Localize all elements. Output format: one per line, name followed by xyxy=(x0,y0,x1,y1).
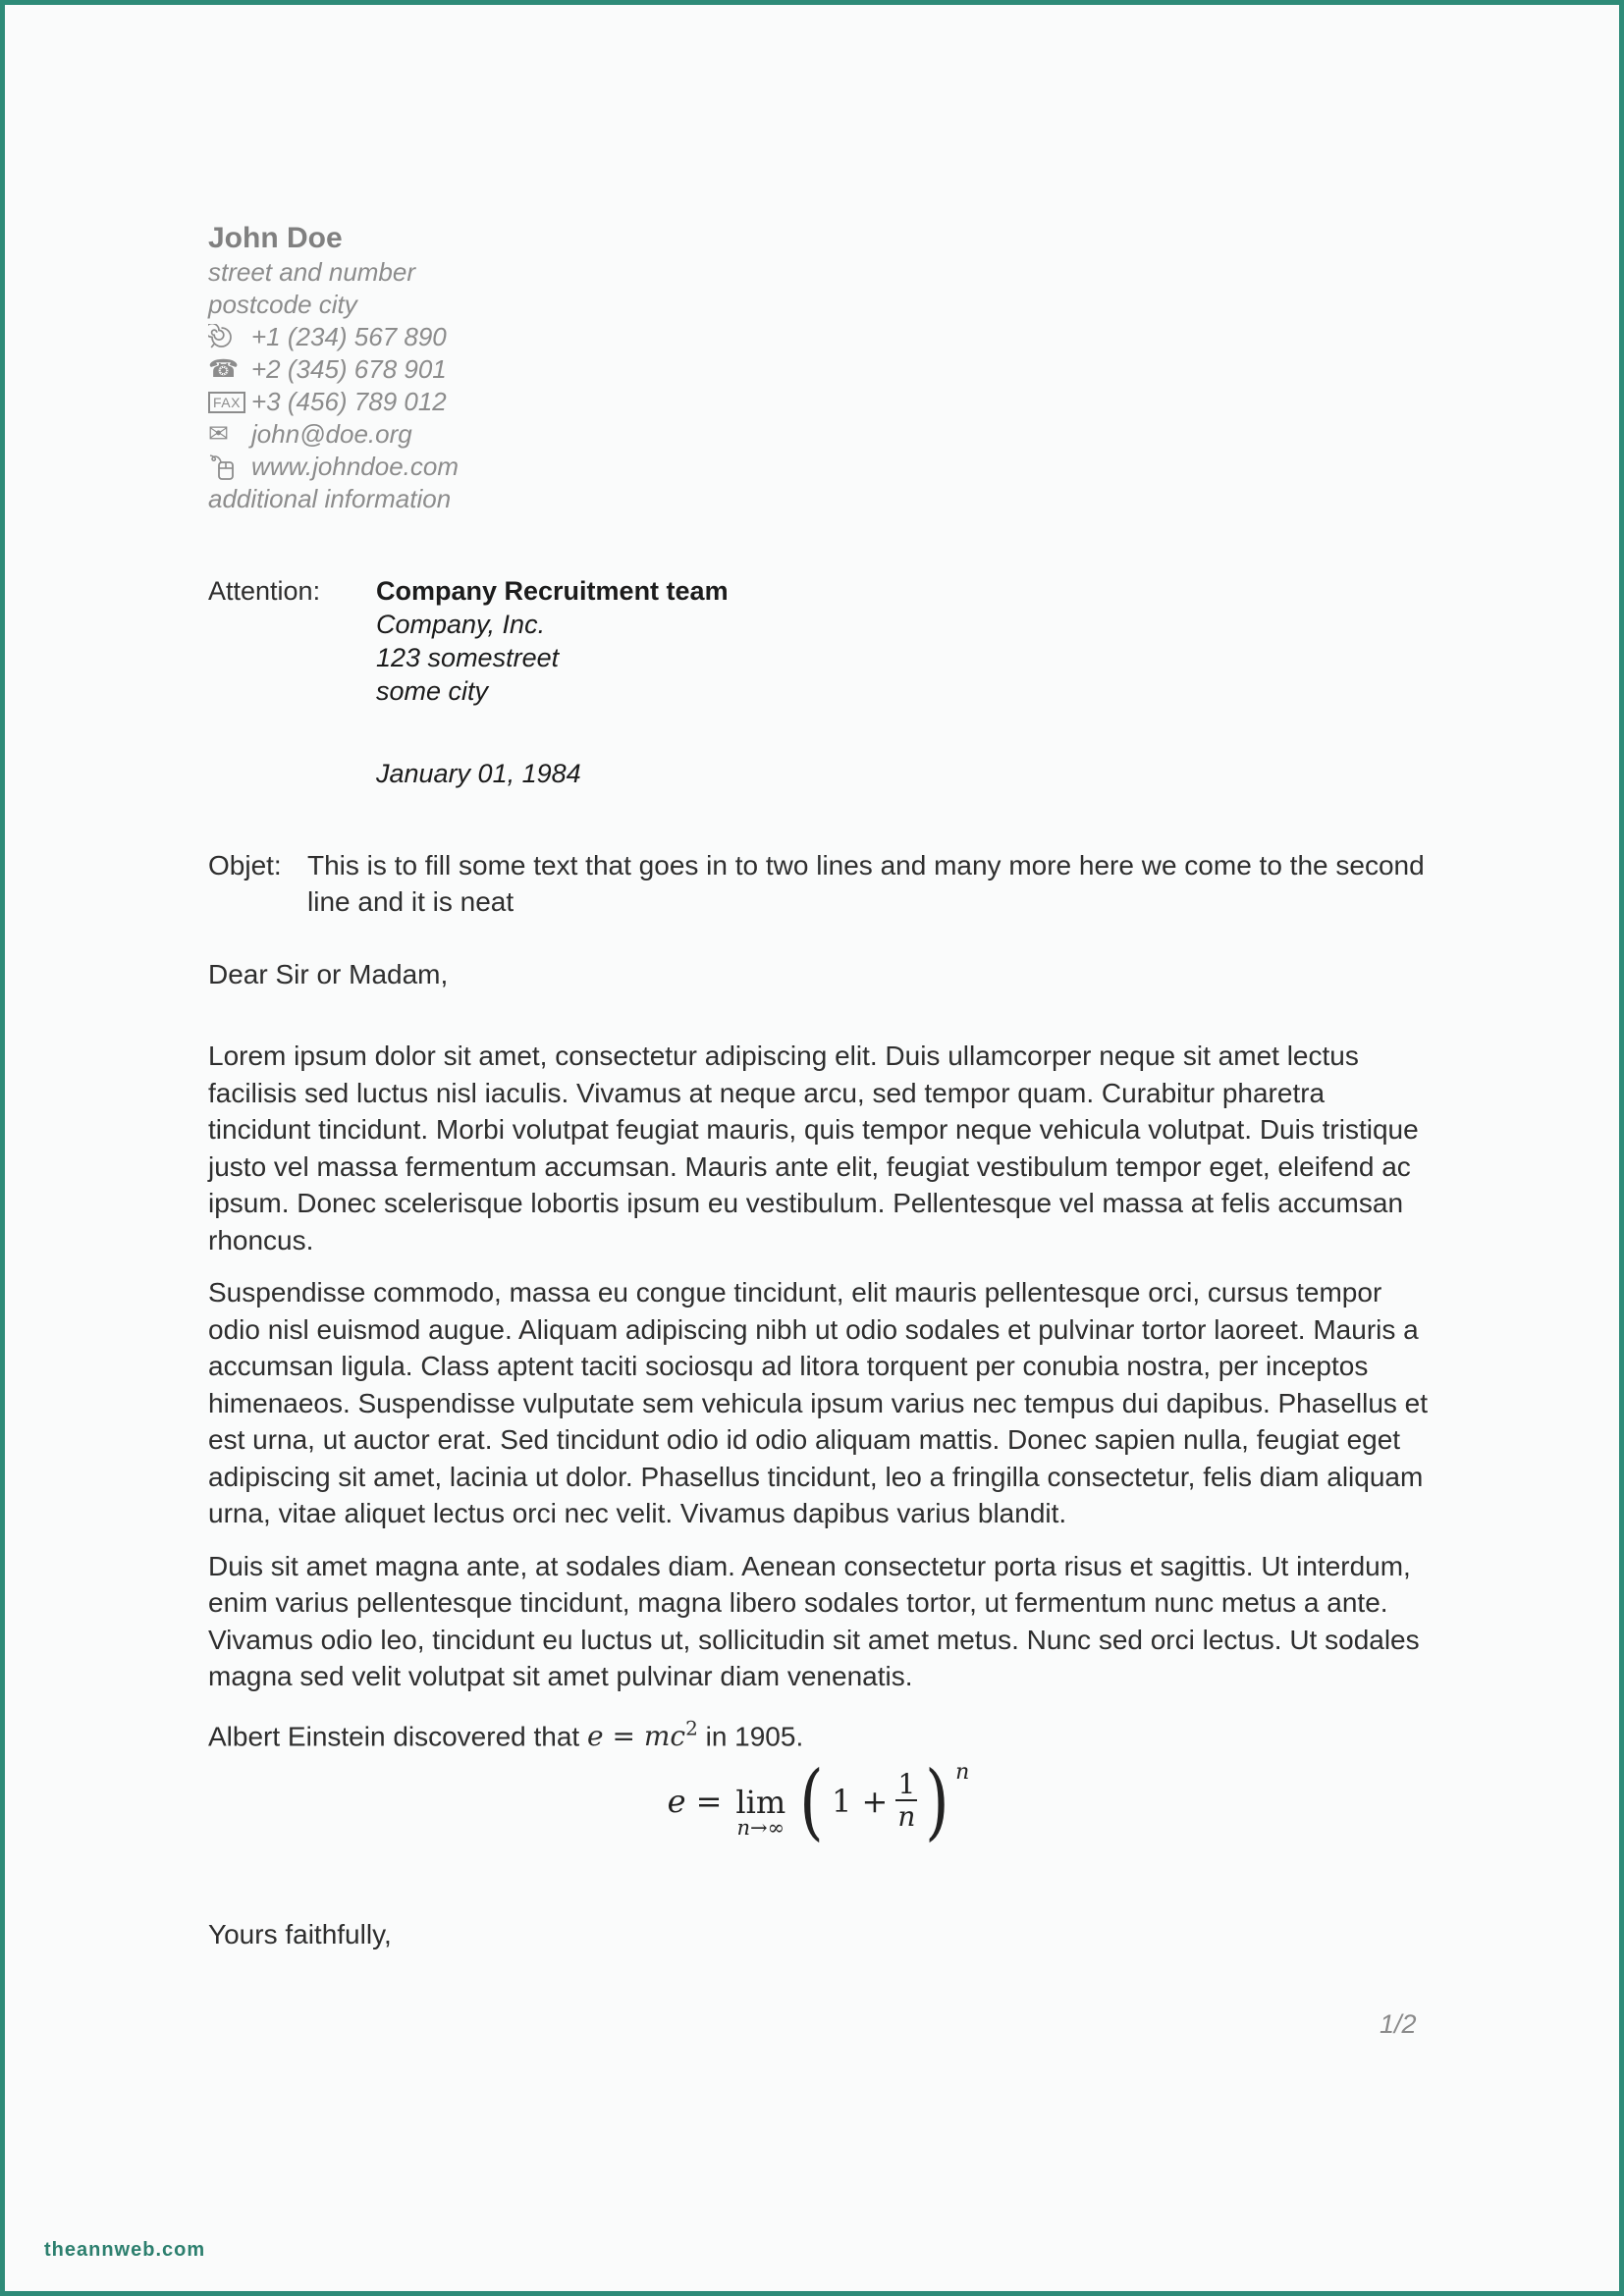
email-address: john@doe.org xyxy=(251,419,412,449)
recipient-team: Company Recruitment team xyxy=(376,576,729,606)
sender-city: postcode city xyxy=(208,290,357,319)
mobile-number: +1 (234) 567 890 xyxy=(251,322,447,351)
equation-equals: = xyxy=(695,1782,723,1820)
body-paragraph-3: Duis sit amet magna ante, at sodales diam. Aenean consectetur porta risus et sagittis. Ut interdum, enim varius pellentesque tincidunt, magna libero sodales tortor, ut fermentum nunc metus a ante. Vivamus odio leo, tincidunt eu luctus ut, sollicitudin sit amet metus. Nunc sed orci lectus. Ut sodales magna sed velit volutpat sit amet pulvinar diam venenatis. xyxy=(208,1550,1420,1691)
limit-block: lim n→∞ xyxy=(735,1784,786,1841)
contact-row-website xyxy=(208,451,459,483)
sender-extra-info: additional information xyxy=(208,484,452,513)
closing-line: Yours faithfully, xyxy=(208,1919,392,1949)
subject-label: Objet: xyxy=(208,850,282,881)
inline-formula: $e = mc^2$ xyxy=(587,1716,698,1752)
einstein-prefix: Albert Einstein discovered that xyxy=(208,1720,580,1751)
einstein-line xyxy=(208,1711,1429,1755)
phone-number: +2 (345) 678 901 xyxy=(251,354,447,384)
website-url: www.johndoe.com xyxy=(251,452,459,481)
contact-row-email xyxy=(208,418,459,451)
mobile-phone-icon xyxy=(208,324,251,350)
page-number: 1/2 xyxy=(1380,2009,1417,2039)
email-icon: ✉ xyxy=(208,420,229,448)
sender-name: John Doe xyxy=(208,222,343,254)
equation-exponent: n xyxy=(955,1759,970,1785)
recipient-city: some city xyxy=(376,676,489,706)
body-paragraph-1: Lorem ipsum dolor sit amet, consectetur adipiscing elit. Duis ullamcorper neque sit amet lectus facilisis sed luctus nisl iaculis. Vivamus at neque arcu, sed tempor quam. Curabitur pharetra tincidunt tincidunt. Morbi volutpat feugiat mauris, quis tempor neque vehicula volutpat. Duis tristique justo vel massa fermentum accumsan. Mauris ante elit, feugiat vestibulum tempor eget, eleifend ac ipsum. Donec scelerisque lobortis ipsum eu vestibulum. Pellentesque vel massa at felis accumsan rhoncus. xyxy=(208,1041,1419,1255)
subject-text: This is to fill some text that goes in to two lines and many more here we come to the second line and it is neat xyxy=(307,850,1425,917)
mouse-icon xyxy=(208,453,251,481)
fax-icon: FAX xyxy=(208,392,251,413)
sender-block xyxy=(208,221,459,515)
letter-date: January 01, 1984 xyxy=(376,759,581,788)
contact-row-mobile xyxy=(208,321,459,353)
fax-number: +3 (456) 789 012 xyxy=(251,387,447,416)
display-equation: e = lim n→∞ ( 1 + $\frac{1}{n}$ ) n xyxy=(667,1753,970,1850)
recipient-address xyxy=(376,574,729,708)
fraction: $\frac{1}{n}$ xyxy=(897,1768,916,1834)
sender-street: street and number xyxy=(208,257,416,287)
einstein-suffix: in 1905. xyxy=(705,1720,804,1751)
equation-lhs: e xyxy=(667,1782,686,1820)
subject-block xyxy=(208,847,1431,920)
recipient-street: 123 somestreet xyxy=(376,643,560,672)
letter-body xyxy=(208,1038,1429,1858)
recipient-block xyxy=(208,574,729,708)
salutation: Dear Sir or Madam, xyxy=(208,959,449,989)
one-plus-term: 1 + xyxy=(832,1782,889,1820)
watermark: theannweb.com xyxy=(44,2239,206,2261)
attention-label: Attention: xyxy=(208,576,321,606)
contact-row-phone xyxy=(208,353,459,386)
recipient-company: Company, Inc. xyxy=(376,610,546,639)
phone-icon: ☎ xyxy=(208,355,240,383)
body-paragraph-2: Suspendisse commodo, massa eu congue tincidunt, elit mauris pellentesque orci, cursus tempor odio nisl euismod augue. Aliquam adipiscing nibh ut odio sodales et pulvinar tortor laoreet. Mauris a accumsan ligula. Class aptent taciti sociosqu ad litora torquent per conubia nostra, per inceptos himenaeos. Suspendisse vulputate sem vehicula ipsum varius nec tempus dui dapibus. Phasellus et est urna, ut auctor erat. Sed tincidunt odio id odio aliquam mattis. Donec sapien nulla, feugiat eget adipiscing sit amet, lacinia ut dolor. Phasellus tincidunt, leo a fringilla consectetur, felis diam aliquam urna, vitae aliquet lectus orci nec velit. Vivamus dapibus varius blandit. xyxy=(208,1277,1429,1528)
contact-row-fax xyxy=(208,386,459,418)
